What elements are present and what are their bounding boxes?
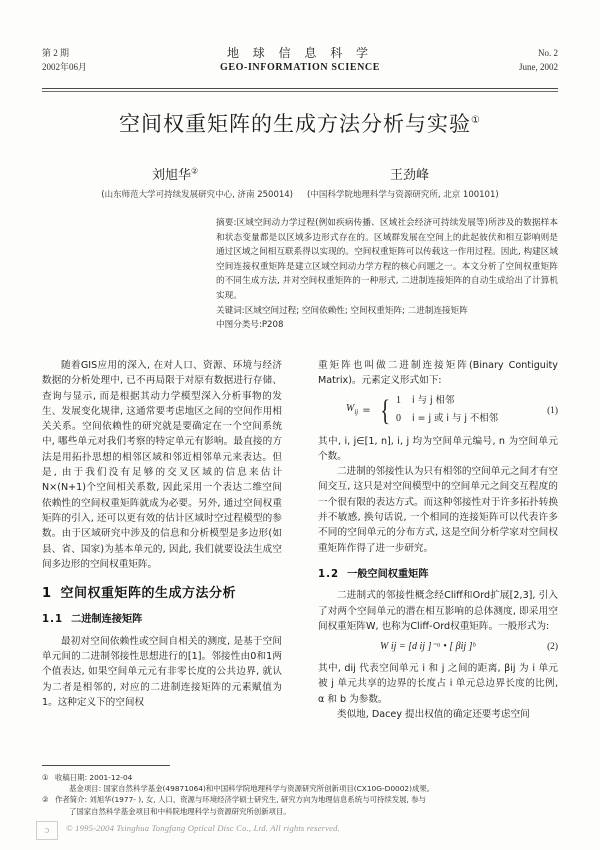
issue-date-cn: 2002年06月 [42, 62, 88, 72]
clc-paragraph [216, 318, 558, 333]
section-1-1-number: 1.1 [42, 614, 64, 626]
clc-value: P208 [261, 320, 284, 331]
footnote-block [42, 772, 564, 817]
affiliation-2: (中国科学院地理科学与资源研究所, 北京 100101) [307, 190, 499, 200]
section-1-1-title: 二进制连接矩阵 [71, 614, 143, 626]
issue-label: 第 2 期 [42, 48, 70, 58]
issue-date-en: June, 2002 [519, 62, 558, 72]
affiliation-list [42, 188, 558, 200]
footnote-2-bio-line-1: 作者简介: 刘旭华(1977- ), 女, 人口、资源与环境经济学硕士研究生, 研究方向为地理信息系统与可持续发展, 参与 [55, 795, 427, 805]
formula-1-case-1 [396, 393, 498, 411]
copyright-text: © 1995-2004 Tsinghua Tongfang Optical Disc Co., Ltd. All rights reserved. [66, 823, 341, 833]
formula-1-subscript: ij [354, 407, 359, 416]
right-paragraph-4: 二进制式的邻接性概念经Cliff和Ord扩展[2,3], 引入了对两个空间单元的潜在相互影响的总体测度, 即采用空间权重矩阵W, 也称为Cliff-Ord权重矩阵。一般形式为: [318, 590, 558, 632]
section-1-1-heading [42, 612, 282, 627]
formula-1-case-2-value: 0 [396, 412, 402, 424]
running-head-center [42, 44, 558, 73]
section-1-1-paragraph: 最初对空间依赖性或空间自相关的测度, 是基于空间单元间的二进制邻接性思想进行的[1]。邻接性由0和1两个值表达, 如果空间单元元有非零长度的公共边界, 就认为二者是相邻的, 对应的二进制连接矩阵的元素赋值为1。这种定义下的空间权 [42, 635, 282, 708]
formula-2-body [380, 639, 475, 654]
formula-1-cases [396, 393, 498, 429]
right-paragraph-6: 类似地, Dacey 提出权值的确定还要考虑空间 [337, 709, 530, 721]
footnote-1 [42, 772, 564, 794]
journal-title-en: GEO-INFORMATION SCIENCE [219, 62, 380, 73]
body-column-left [42, 358, 282, 710]
page-title-text: 空间权重矩阵的生成方法分析与实验 [119, 112, 472, 136]
formula-1-body [346, 393, 498, 429]
formula-1-case-2 [396, 411, 498, 429]
body-column-right [318, 358, 558, 722]
keywords-text: 区域空间过程; 空间依赖性; 空间权重矩阵; 二进制连接矩阵 [244, 305, 468, 316]
author-1-mark: ② [191, 166, 199, 176]
section-1-2-title: 一般空间权重矩阵 [347, 568, 429, 580]
footnote-1-fund: 基金项目: 国家自然科学基金(49871064)和中国科学院地理科学与资源研究所创新项目(CX10G-D0002)成果。 [69, 784, 435, 794]
copyright-bar [0, 818, 600, 844]
section-1-number: 1 [42, 586, 52, 602]
footnote-2-bio-line-2: 了国家自然科学基金项目和中科院地理科学与资源研究所创新项目。 [69, 806, 291, 816]
footnote-1-mark: ① [42, 773, 49, 782]
author-1 [152, 164, 198, 183]
author-2 [390, 164, 429, 183]
formula-1-case-1-value: 1 [396, 394, 402, 406]
right-paragraph-5: 其中, dij 代表空间单元 i 和 j 之间的距离, βij 为 i 单元被 j 单元共享的边界的长度占 i 单元总边界长度的比例, α 和 b 为参数。 [318, 663, 558, 705]
footnote-2 [42, 794, 564, 816]
keywords-paragraph [216, 304, 558, 319]
abstract-block [216, 216, 558, 333]
formula-2-number: (2) [547, 642, 558, 653]
header-rule [42, 88, 558, 92]
formula-2 [318, 638, 558, 658]
formula-1-lhs [346, 401, 358, 420]
intro-paragraph: 随着GIS应用的深入, 在对人口、资源、环境与经济数据的分析处理中, 已不再局限于对原有数据进行存储、查询与显示, 而是根据其动力学模型深入分析事物的发生、发展变化规律, 这通常要考虑地区之间的空间作用相关关系。空间依赖性的研究就是要确定在一个空间系统中, 哪些单元对我们考察的特定单元有影响。最直接的方法是用拓扑思想的相邻区域和邻近相邻单元来表达。但是, 由于我们没有足够的交叉区域的信息来估计N×(N+1)个空间相关系数, 因此采用一个表达二维空间依赖性的空间权重矩阵就成为必要。另外, 通过空间权重矩阵的引入, 还可以更有效的估计区域时空过程模型的参数。由于区域研究中涉及的信息和分析模型是多边形(如县、省、国家)为基本单元的, 因此, 我们就要设法生成空间多边形的空间权重矩阵。 [42, 360, 282, 570]
right-paragraph-2: 其中, i, j∈[1, n], i, j 均为空间单元编号, n 为空间单元个数。 [318, 435, 558, 462]
right-paragraph-3: 二进制的邻接性认为只有相邻的空间单元之间才有空间交互, 这只是对空间模型中的空间单元之间交互程度的一个很有限的表达方式。而这种邻接性对于许多拓扑转换并不敏感, 换句话说, 一个相同的连接矩阵可以代表许多不同的空间单元的分布方式, 这是空间分析学家对空间权重矩阵作得了进一步研究。 [318, 466, 558, 554]
formula-1-case-1-condition: i 与 j 相邻 [412, 394, 455, 406]
running-head-right [519, 46, 558, 74]
formula-1-equals: = [362, 404, 371, 416]
author-2-name: 王劲峰 [390, 168, 430, 183]
affiliation-1: (山东师范大学可持续发展研究中心, 济南 250014) [101, 190, 293, 200]
page-title [42, 108, 558, 138]
author-1-name: 刘旭华 [152, 168, 192, 183]
section-1-2-heading [318, 567, 558, 582]
formula-1-case-2-condition: i = j 或 i 与 j 不相邻 [412, 412, 499, 424]
publisher-logo-icon: ɔ [36, 821, 58, 840]
footnote-rule [42, 765, 170, 766]
right-paragraph-1: 重矩阵也叫做二进制连接矩阵(Binary Contiguity Matrix)。元素定义形式如下: [318, 360, 558, 387]
formula-1-brace: { [379, 393, 390, 427]
issue-number-en: No. 2 [538, 48, 558, 58]
section-1-heading [42, 586, 282, 601]
running-head [42, 46, 558, 88]
formula-1-w: W [346, 402, 355, 414]
title-footnote-mark: ① [471, 115, 481, 126]
footnote-1-received-value: 2001-12-04 [89, 773, 133, 782]
clc-label: 中图分类号: [216, 320, 262, 331]
formula-2-expression: W ij = [d ij ]⁻ᵅ • [ βij ]ᵇ [380, 641, 476, 653]
section-1-2-number: 1.2 [318, 568, 340, 580]
abstract-paragraph [216, 216, 558, 304]
journal-title-cn: 地 球 信 息 科 学 [226, 46, 374, 60]
abstract-text: 区域空间动力学过程(例如疾病传播、区域社会经济可持续发展等)所涉及的数据样本和状态变量都是以区域多边形式存在的。区域群发展在空间上的此起彼伏和相互影响则是通过区域之间相互联系得以实现的。空间权重矩阵可以传载这一作用过程。因此, 构建区域空间连接权重矩阵是建立区域空间动力学方程的核心问题之一。本文分析了空间权重矩阵的不同生成方法, 并对空间权重矩阵的一种形式, 二进制连接矩阵的自动生成给出了计算机实现。 [216, 218, 558, 301]
formula-1 [318, 393, 558, 431]
footnote-1-received-label: 收稿日期: [55, 773, 88, 782]
formula-1-number: (1) [547, 405, 558, 416]
footnote-2-mark: ② [42, 795, 49, 805]
keywords-label: 关键词: [216, 305, 245, 316]
section-1-title: 空间权重矩阵的生成方法分析 [60, 586, 237, 602]
abstract-label: 摘要: [216, 218, 237, 228]
